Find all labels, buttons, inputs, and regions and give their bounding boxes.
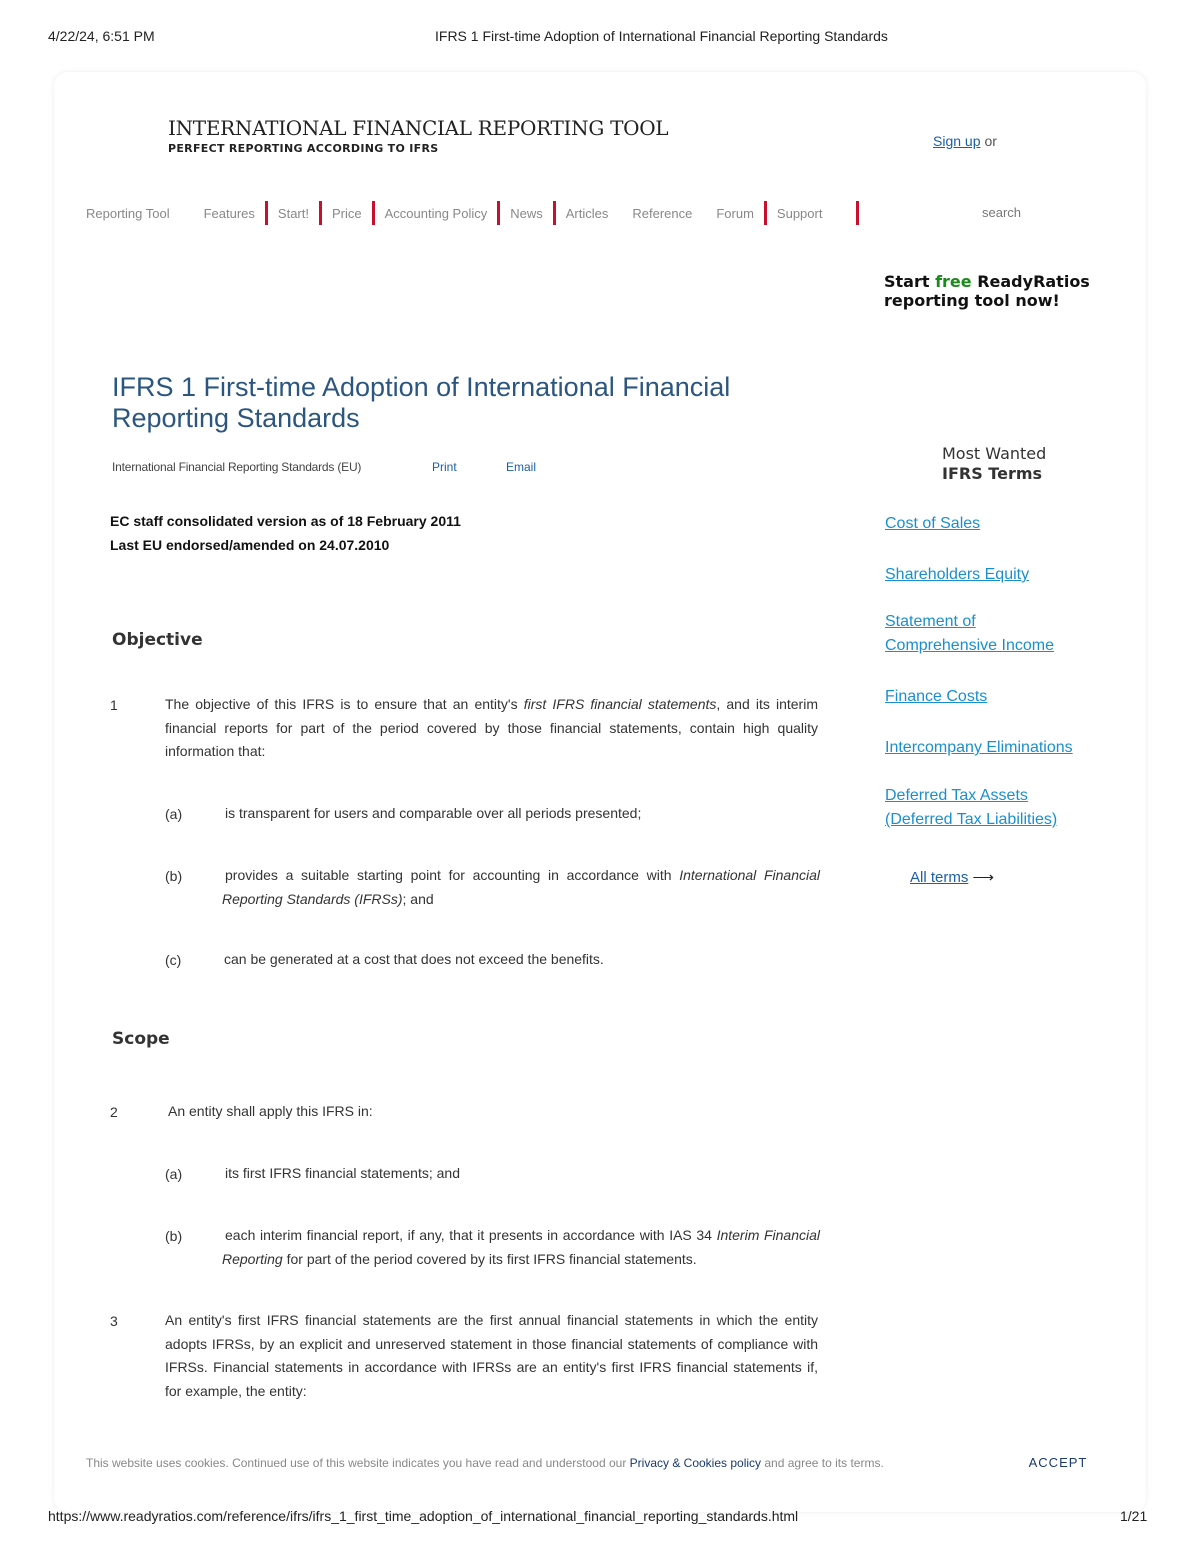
print-page-number: 1/21 [1120,1508,1148,1524]
page-title: IFRS 1 First-time Adoption of International Financial Reporting Standards [112,372,731,433]
print-doc-title: IFRS 1 First-time Adoption of International Financial Reporting Standards [435,28,888,44]
main-nav [86,200,869,226]
auth-or: or [984,133,997,149]
nav-price[interactable]: Price [331,205,362,221]
print-datetime: 4/22/24, 6:51 PM [48,28,155,44]
term-link-cost-of-sales[interactable]: Cost of Sales [885,515,981,532]
nav-articles[interactable]: Articles [565,205,609,221]
nav-reporting-tool[interactable]: Reporting Tool [86,205,170,221]
nav-divider [319,201,322,225]
email-link[interactable]: Email [506,460,537,474]
sidebar-title-line1: Most Wanted [942,444,1047,463]
item-label: (b) [165,1228,183,1244]
promo-free: free [935,272,972,291]
nav-divider [764,201,767,225]
brand-subtitle: PERFECT REPORTING ACCORDING TO IFRS [168,142,439,155]
promo-post: ReadyRatios reporting tool now! [884,272,1090,310]
nav-divider [553,201,556,225]
item-1a: is transparent for users and comparable over all periods presented; [225,805,642,821]
item-1b: provides a suitable starting point for accounting in accordance with International Financial Reporting Standards (IFRSs); and [222,867,820,907]
sidebar-title [942,444,1046,484]
promo-pre: Start [884,272,936,291]
nav-features[interactable]: Features [203,205,255,221]
term-link-finance-costs[interactable]: Finance Costs [885,688,988,705]
paragraph-3: An entity's first IFRS financial statements are the first annual financial statements in which the entity adopts IFRSs, by an explicit and unreserved statement in those financial statements of compliance with IFRSs. Financial statements in accordance with IFRSs are an entity's first IFRS financial statements if, for example, the entity: [165,1312,818,1399]
item-2b: each interim financial report, if any, that it presents in accordance with IAS 34 Interim Financial Reporting for part of the period covered by its first IFRS financial statements. [222,1227,821,1267]
item-2a: its first IFRS financial statements; and [225,1165,460,1181]
nav-forum[interactable]: Forum [716,205,754,221]
nav-start[interactable]: Start! [277,205,309,221]
all-terms [910,868,994,886]
paragraph-2: An entity shall apply this IFRS in: [168,1103,373,1119]
promo-banner[interactable] [884,272,1104,310]
signup-link[interactable]: Sign up [933,133,981,149]
nav-support[interactable]: Support [776,205,823,221]
auth-links [933,133,997,149]
cookie-notice: This website uses cookies. Continued use of this website indicates you have read and understood our Privacy & Cookies policy and agree to its terms. [86,1456,884,1470]
item-label: (c) [165,952,182,968]
consolidated-version: EC staff consolidated version as of 18 February 2011 [110,513,461,529]
article-meta [112,460,572,476]
print-url: https://www.readyratios.com/reference/ifrs/ifrs_1_first_time_adoption_of_international_financial_reporting_standards.html [48,1508,799,1524]
term-link-deferred-tax[interactable]: Deferred Tax Assets (Deferred Tax Liabilities) [885,787,1058,828]
accept-cookies-button[interactable]: ACCEPT [1028,1455,1088,1470]
term-link-comprehensive-income[interactable]: Statement of Comprehensive Income [885,613,1054,654]
term-link-shareholders-equity[interactable]: Shareholders Equity [885,566,1030,583]
item-1c: can be generated at a cost that does not exceed the benefits. [224,951,604,967]
privacy-policy-link[interactable]: Privacy & Cookies policy [629,1456,762,1470]
nav-divider [372,201,375,225]
brand-title[interactable]: INTERNATIONAL FINANCIAL REPORTING TOOL [168,116,669,140]
nav-divider [265,201,268,225]
nav-accounting-policy[interactable]: Accounting Policy [384,205,488,221]
nav-divider [856,201,859,225]
paragraph-number: 3 [110,1313,118,1329]
item-label: (b) [165,868,183,884]
objective-heading: Objective [112,630,203,650]
print-link[interactable]: Print [432,460,457,474]
paragraph-number: 1 [110,697,118,713]
sidebar-title-line2: IFRS Terms [942,464,1043,483]
endorsed-date: Last EU endorsed/amended on 24.07.2010 [110,537,390,553]
paragraph-number: 2 [110,1104,118,1120]
term-link-intercompany-eliminations[interactable]: Intercompany Eliminations [885,739,1073,756]
scope-heading: Scope [112,1029,170,1049]
nav-divider [497,201,500,225]
arrow-right-icon: ⟶ [972,869,995,886]
nav-reference[interactable]: Reference [632,205,693,221]
all-terms-link[interactable]: All terms [910,869,969,886]
item-label: (a) [165,806,183,822]
category-label: International Financial Reporting Standards (EU) [112,460,362,474]
item-label: (a) [165,1166,183,1182]
version-info [110,509,461,557]
nav-news[interactable]: News [510,205,543,221]
search-input[interactable]: search [982,205,1022,220]
paragraph-1: The objective of this IFRS is to ensure that an entity's first IFRS financial statements, and its interim financial reports for part of the period covered by those financial statements, contain high quality information that: [165,696,818,759]
